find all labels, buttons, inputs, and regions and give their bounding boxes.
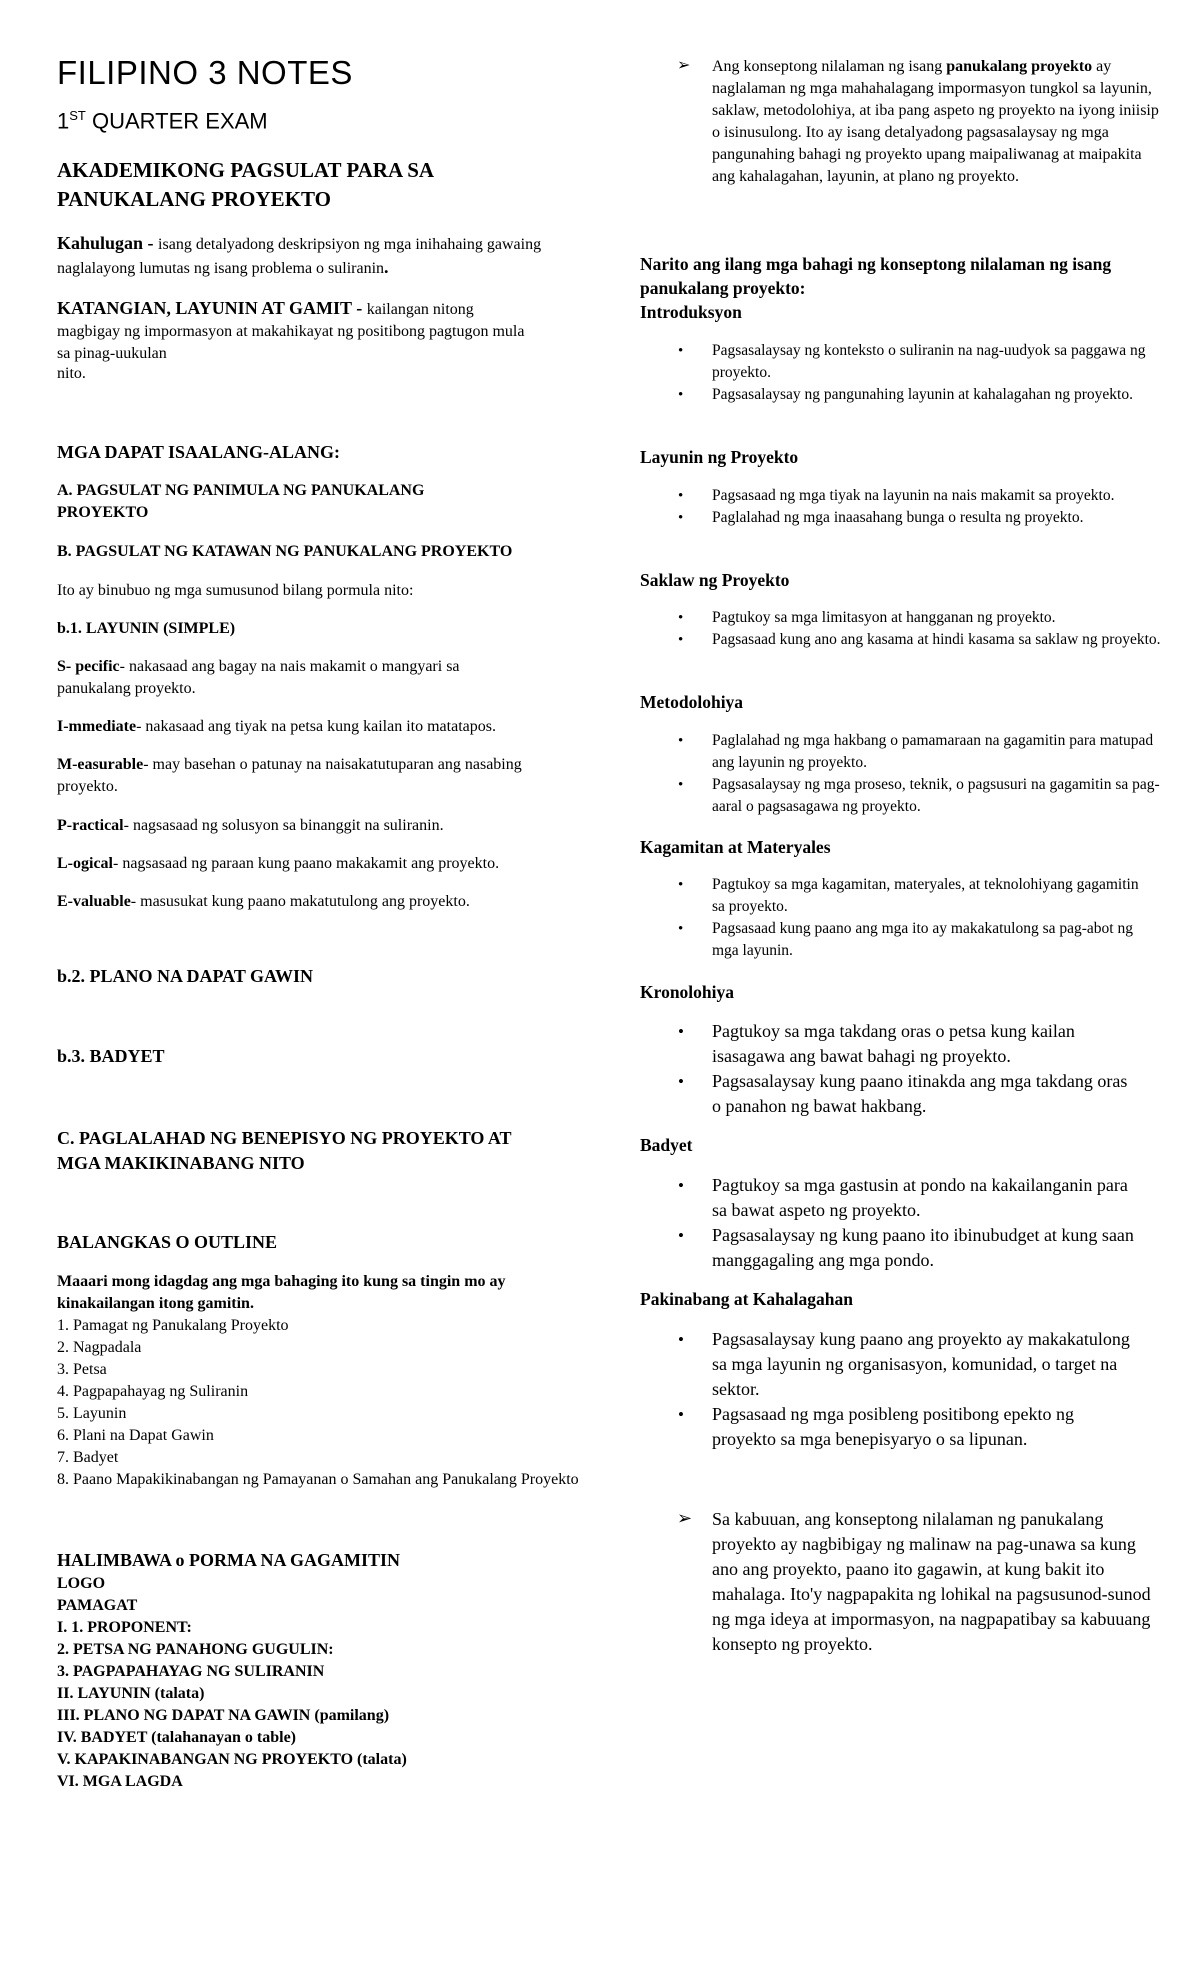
simple-text: - nagsasaad ng solusyon sa binanggit na suliranin. — [123, 817, 444, 834]
intro-text-bold: panukalang proyekto — [946, 58, 1093, 75]
bullet-icon: • — [678, 488, 684, 504]
section-title-kronolohiya: Kronolohiya — [640, 982, 735, 1002]
intro-text-post: ay naglalaman ng mga mahahalagang impormasyon tungkol sa layunin, saklaw, metodolohiya, at iba pang aspeto ng proyekto na iyong iniisip o isinusulong. Ito ay isang detalyadong pagsasalaysay ng mga pangunahing bahagi ng proyekto upang maipaliwanag at maipakita ang kahalagahan, layunin, at plano ng proyekto. — [712, 58, 1159, 185]
bullet-icon: • — [678, 343, 684, 359]
list-item — [640, 629, 1165, 651]
section-list-layunin — [640, 485, 1160, 529]
bullet-icon: • — [678, 632, 684, 648]
bullet-icon: • — [678, 1405, 684, 1424]
list-item — [640, 384, 1160, 406]
arrow-bullet-icon: ➢ — [677, 1508, 693, 1528]
intro-arrow-item — [640, 56, 1167, 188]
list-item-text: Pagtukoy sa mga limitasyon at hangganan ng proyekto. — [712, 609, 1056, 626]
list-item-text: Pagsasalaysay ng konteksto o suliranin na nag-uudyok sa paggawa ng proyekto. — [712, 342, 1146, 381]
outline-item: 5. Layunin — [57, 1405, 127, 1422]
simple-text: - nagsasaad ng paraan kung paano makakamit ang proyekto. — [113, 855, 500, 872]
section-title-layunin: Layunin ng Proyekto — [640, 447, 799, 467]
section-title-pakinabang: Pakinabang at Kahalagahan — [640, 1289, 853, 1309]
simple-term: E-valuable — [57, 893, 131, 910]
bullet-icon: • — [678, 610, 684, 626]
outline-item: 8. Paano Mapakikinabangan ng Pamayanan o Samahan ang Panukalang Proyekto — [57, 1471, 579, 1488]
outline-item: 3. Petsa — [57, 1361, 107, 1378]
list-item-text: Paglalahad ng mga hakbang o pamamaraan na gagamitin para matupad ang layunin ng proyekto. — [712, 732, 1154, 771]
bahagi-heading: Narito ang ilang mga bahagi ng konseptong nilalaman ng isang panukalang proyekto: — [640, 254, 1112, 298]
halimbawa-heading: HALIMBAWA o PORMA NA GAGAMITIN — [57, 1550, 401, 1570]
section-title-introduksyon: Introduksyon — [640, 302, 742, 322]
section-list-introduksyon — [640, 340, 1160, 406]
bullet-icon: • — [678, 921, 684, 937]
dapat-heading: MGA DAPAT ISAALANG-ALANG: — [57, 442, 341, 462]
quarter-rest: QUARTER EXAM — [85, 108, 268, 134]
b2-heading: b.2. PLANO NA DAPAT GAWIN — [57, 966, 314, 986]
balangkas-heading: BALANGKAS O OUTLINE — [57, 1232, 278, 1252]
list-item-text: Pagtukoy sa mga kagamitan, materyales, at teknolohiyang gagamitin sa proyekto. — [712, 876, 1139, 915]
list-item-text: Pagsasalaysay kung paano itinakda ang mga takdang oras o panahon ng bawat hakbang. — [712, 1071, 1128, 1116]
list-item — [640, 485, 1160, 507]
simple-item — [57, 815, 527, 837]
simple-item — [57, 853, 577, 875]
kahulugan-end: . — [384, 257, 389, 277]
simple-item — [57, 656, 527, 700]
section-title-saklaw: Saklaw ng Proyekto — [640, 570, 790, 590]
list-item — [640, 730, 1160, 774]
form-item: III. PLANO NG DAPAT NA GAWIN (pamilang) — [57, 1707, 390, 1724]
simple-term: L-ogical — [57, 855, 113, 872]
section-list-metodolohiya — [640, 730, 1160, 818]
outline-item: 2. Nagpadala — [57, 1339, 142, 1356]
simple-term: I-mmediate — [57, 718, 137, 735]
section-c-heading: C. PAGLALAHAD NG BENEPISYO NG PROYEKTO AT MGA MAKIKINABANG NITO — [57, 1128, 512, 1173]
section-list-badyet — [640, 1173, 1140, 1273]
section-a-heading: A. PAGSULAT NG PANIMULA NG PANUKALANG PROYEKTO — [57, 482, 425, 521]
simple-item — [57, 716, 527, 738]
katangian-paragraph — [57, 297, 527, 365]
list-item — [640, 507, 1160, 529]
bullet-icon: • — [678, 1330, 684, 1349]
bullet-icon: • — [678, 387, 684, 403]
simple-item — [57, 891, 577, 913]
form-item: V. KAPAKINABANGAN NG PROYEKTO (talata) — [57, 1751, 407, 1768]
section-list-pakinabang — [640, 1327, 1130, 1452]
katangian-text: kailangan nitong magbigay ng impormasyon at makahikayat ng positibong pagtugon mula sa pinag-uukulan — [57, 301, 525, 362]
bullet-icon: • — [678, 777, 684, 793]
outline-item: 1. Pamagat ng Panukalang Proyekto — [57, 1317, 289, 1334]
bullet-icon: • — [678, 1022, 684, 1041]
section-title-kagamitan: Kagamitan at Materyales — [640, 837, 831, 857]
katangian-label: KATANGIAN, LAYUNIN AT GAMIT - — [57, 298, 367, 318]
list-item-text: Pagtukoy sa mga gastusin at pondo na kakailanganin para sa bawat aspeto ng proyekto. — [712, 1175, 1128, 1220]
simple-term: S- pecific — [57, 658, 120, 675]
simple-text: - nakasaad ang bagay na nais makamit o mangyari sa panukalang proyekto. — [57, 658, 460, 697]
b3-heading: b.3. BADYET — [57, 1046, 165, 1066]
form-item: VI. MGA LAGDA — [57, 1773, 183, 1790]
simple-term: P-ractical — [57, 817, 124, 834]
list-item — [640, 874, 1155, 918]
section-title-metodolohiya: Metodolohiya — [640, 692, 744, 712]
list-item-text: Pagsasalaysay ng pangunahing layunin at kahalagahan ng proyekto. — [712, 386, 1133, 403]
section-b-heading: B. PAGSULAT NG KATAWAN NG PANUKALANG PROYEKTO — [57, 543, 513, 560]
section-list-kagamitan — [640, 874, 1155, 962]
quarter-superscript: ST — [69, 108, 86, 123]
list-item-text: Pagsasaad ng mga tiyak na layunin na nais makamit sa proyekto. — [712, 487, 1115, 504]
list-item-text: Pagsasaad kung paano ang mga ito ay makakatulong sa pag-abot ng mga layunin. — [712, 920, 1133, 959]
page-title: FILIPINO 3 NOTES — [57, 54, 353, 91]
bullet-icon: • — [678, 510, 684, 526]
section-list-saklaw — [640, 607, 1165, 651]
quarter-number: 1 — [57, 108, 70, 134]
bullet-icon: • — [678, 1072, 684, 1091]
simple-text: - masusukat kung paano makatutulong ang proyekto. — [130, 893, 470, 910]
list-item-text: Pagsasaad ng mga posibleng positibong epekto ng proyekto sa mga benepisyaryo o sa lipunan. — [712, 1404, 1074, 1449]
intro-text-pre: Ang konseptong nilalaman ng isang — [712, 58, 947, 75]
form-item: LOGO — [57, 1575, 106, 1592]
section-b-intro: Ito ay binubuo ng mga sumusunod bilang pormula nito: — [57, 582, 414, 599]
simple-text: - nakasaad ang tiyak na petsa kung kailan ito matatapos. — [136, 718, 496, 735]
kahulugan-text: isang detalyadong deskripsiyon ng mga inihahaing gawaing naglalayong lumutas ng isang problema o suliranin — [57, 236, 542, 277]
section-title-badyet: Badyet — [640, 1135, 693, 1155]
list-item — [640, 774, 1160, 818]
bullet-icon: • — [678, 1176, 684, 1195]
quarter-exam-heading — [57, 108, 268, 134]
bullet-icon: • — [678, 877, 684, 893]
section-list-kronolohiya — [640, 1019, 1140, 1119]
list-item — [640, 1402, 1130, 1452]
list-item — [640, 1173, 1140, 1223]
list-item — [640, 340, 1160, 384]
summary-arrow-item — [640, 1507, 1152, 1657]
summary-text: Sa kabuuan, ang konseptong nilalaman ng panukalang proyekto ay nagbibigay ng malinaw na pag-unawa sa kung ano ang proyekto, paano ito gagawin, at kung bakit ito mahalaga. Ito'y nagpapakita ng lohikal na pagsusunod-sunod ng mga ideya at impormasyon, na nagpapatibay sa kabuuang konsepto ng proyekto. — [712, 1509, 1151, 1654]
list-item — [640, 1327, 1130, 1402]
list-item — [640, 918, 1155, 962]
form-item: IV. BADYET (talahanayan o table) — [57, 1729, 297, 1746]
simple-term: M-easurable — [57, 756, 144, 773]
b1-heading: b.1. LAYUNIN (SIMPLE) — [57, 620, 236, 637]
kahulugan-label: Kahulugan - — [57, 233, 159, 253]
list-item — [640, 607, 1165, 629]
list-item-text: Pagsasaad kung ano ang kasama at hindi kasama sa saklaw ng proyekto. — [712, 631, 1161, 648]
main-heading: AKADEMIKONG PAGSULAT PARA SA PANUKALANG PROYEKTO — [57, 158, 433, 211]
outline-list — [57, 1315, 587, 1491]
bullet-icon: • — [678, 1226, 684, 1245]
list-item-text: Pagsasalaysay ng kung paano ito ibinubudget at kung saan manggagaling ang mga pondo. — [712, 1225, 1134, 1270]
list-item — [640, 1069, 1140, 1119]
arrow-bullet-icon: ➢ — [677, 57, 691, 74]
outline-item: 7. Badyet — [57, 1449, 119, 1466]
form-item: 2. PETSA NG PANAHONG GUGULIN: — [57, 1641, 334, 1658]
list-item-text: Paglalahad ng mga inaasahang bunga o resulta ng proyekto. — [712, 509, 1084, 526]
list-item-text: Pagtukoy sa mga takdang oras o petsa kung kailan isasagawa ang bawat bahagi ng proyekto. — [712, 1021, 1075, 1066]
kahulugan-paragraph — [57, 232, 567, 280]
outline-item: 4. Pagpapahayag ng Suliranin — [57, 1383, 249, 1400]
form-template-list — [57, 1573, 577, 1793]
list-item-text: Pagsasalaysay kung paano ang proyekto ay makakatulong sa mga layunin ng organisasyon, komunidad, o target na sektor. — [712, 1329, 1130, 1399]
form-item: 3. PAGPAPAHAYAG NG SULIRANIN — [57, 1663, 325, 1680]
outline-item: 6. Plani na Dapat Gawin — [57, 1427, 214, 1444]
bullet-icon: • — [678, 733, 684, 749]
katangian-end: nito. — [57, 365, 86, 382]
list-item-text: Pagsasalaysay ng mga proseso, teknik, o pagsusuri na gagamitin sa pag-aaral o pagsasagawa ng proyekto. — [712, 776, 1160, 815]
list-item — [640, 1019, 1140, 1069]
form-item: I. 1. PROPONENT: — [57, 1619, 192, 1636]
form-item: PAMAGAT — [57, 1597, 138, 1614]
balangkas-note: Maaari mong idagdag ang mga bahaging ito kung sa tingin mo ay kinakailangan itong gamitin. — [57, 1273, 506, 1312]
simple-text: - may basehan o patunay na naisakatutuparan ang nasabing proyekto. — [57, 756, 522, 795]
form-item: II. LAYUNIN (talata) — [57, 1685, 205, 1702]
list-item — [640, 1223, 1140, 1273]
simple-item — [57, 754, 527, 798]
